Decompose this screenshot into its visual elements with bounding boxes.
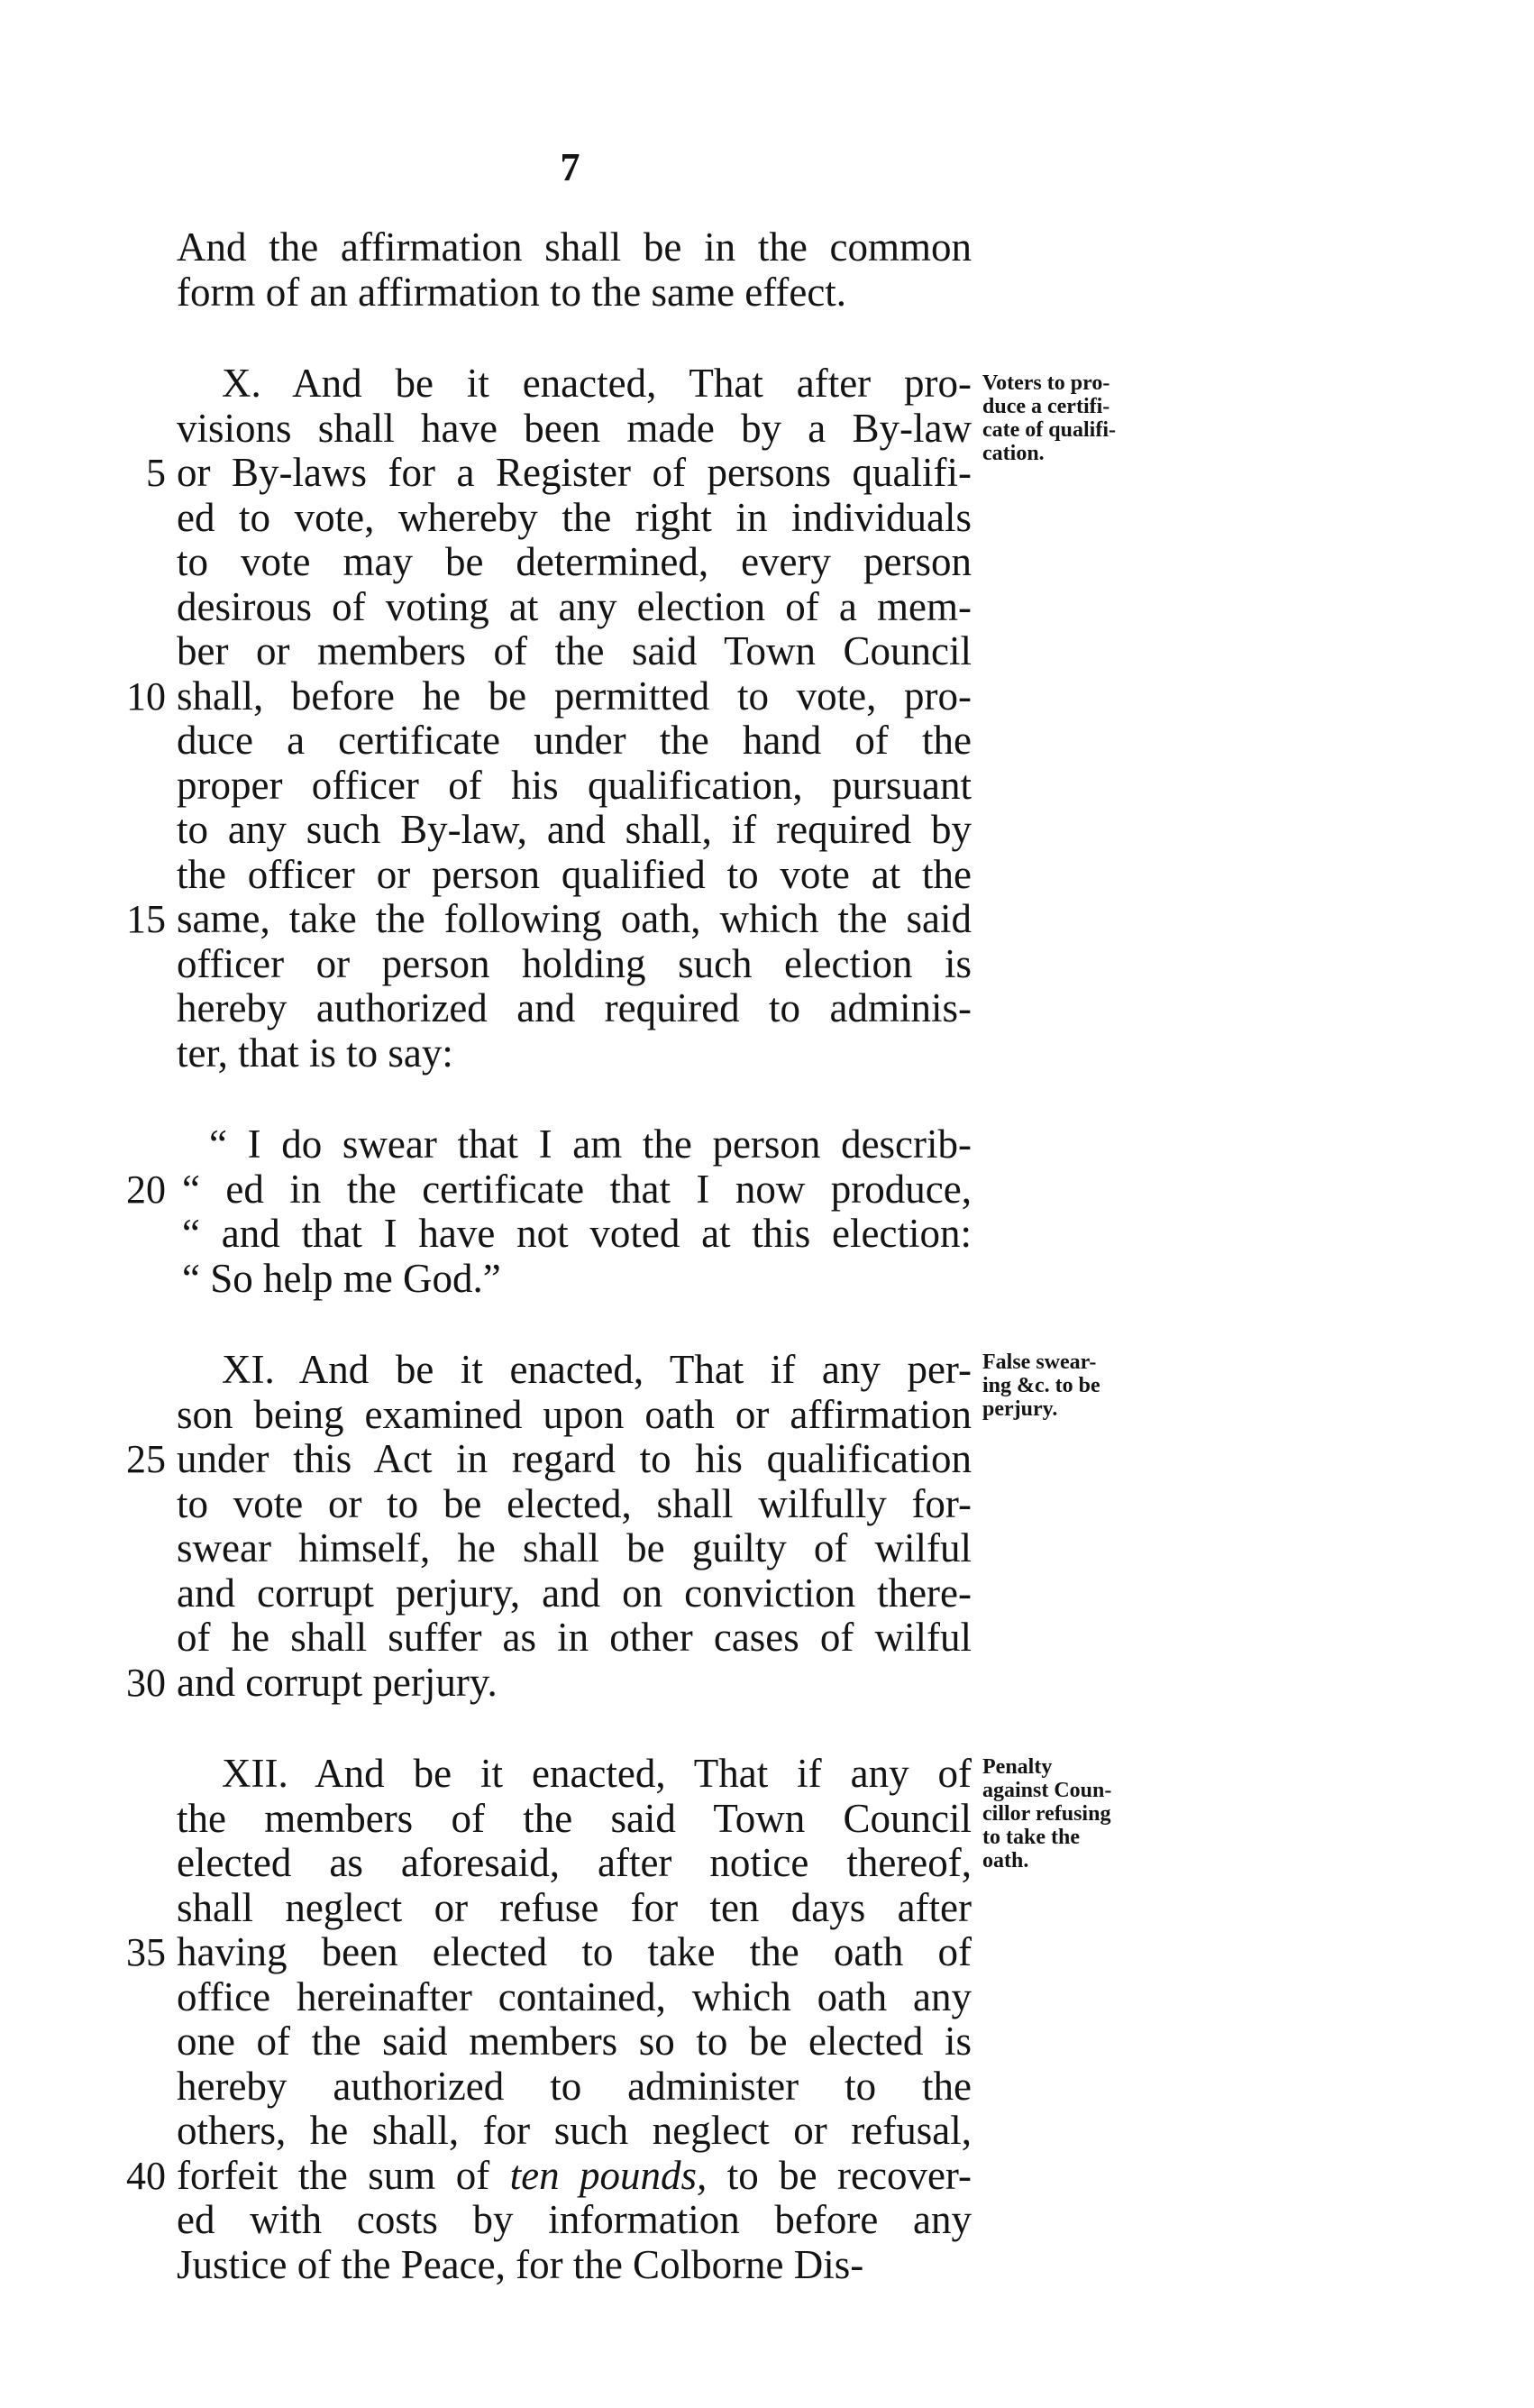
line-40-after: to be recover- — [707, 2152, 972, 2198]
text-line-content: and corrupt perjury. — [177, 1659, 498, 1705]
text-line: office hereinafter contained, which oath any — [177, 1973, 972, 2019]
margin-note-line: oath. — [982, 1849, 1029, 1872]
margin-note-line: against Coun- — [982, 1779, 1112, 1802]
text-line: hereby authorized to administer to the — [177, 2063, 972, 2109]
text-line: ed to vote, whereby the right in individuals — [177, 494, 972, 540]
text-line-content: shall, before he be permitted to vote, pro- — [177, 673, 972, 719]
text-line: visions shall have been made by a By-law — [177, 405, 972, 451]
margin-note-line: Voters to pro- — [982, 371, 1110, 395]
margin-note-false-swearing — [982, 1350, 1172, 1421]
text-line: ber or members of the said Town Council — [177, 628, 972, 673]
text-line: duce a certificate under the hand of the — [177, 718, 972, 763]
opening-paragraph — [177, 225, 972, 315]
text-line: “ So help me God.” — [182, 1255, 501, 1301]
text-line: son being examined upon oath or affirmation — [177, 1391, 972, 1437]
text-line-content: or By-laws for a Register of persons qualifi- — [177, 450, 972, 495]
text-line — [126, 896, 972, 942]
text-line: of he shall suffer as in other cases of wilful — [177, 1615, 972, 1660]
text-line-content — [177, 2153, 972, 2198]
line-number: 5 — [146, 451, 166, 495]
text-line: hereby authorized and required to adminis- — [177, 985, 972, 1030]
text-line: elected as aforesaid, after notice thereof, — [177, 1840, 972, 1885]
section-x — [126, 361, 972, 1076]
page-number: 7 — [560, 145, 580, 189]
line-number: 40 — [126, 2153, 166, 2198]
margin-note-voters — [982, 371, 1172, 465]
margin-note-line: cillor refusing — [982, 1802, 1111, 1826]
text-line: shall neglect or refuse for ten days after — [177, 1884, 972, 1930]
text-line: the officer or person qualified to vote at the — [177, 851, 972, 897]
text-line: to vote or to be elected, shall wilfully for- — [177, 1480, 972, 1526]
margin-note-line: cate of qualifi- — [982, 418, 1116, 442]
text-line — [126, 1436, 972, 1482]
text-line — [146, 450, 972, 496]
text-line: ter, that is to say: — [177, 1030, 453, 1076]
text-line: And the affirmation shall be in the common — [177, 224, 972, 270]
text-line: to any such By-law, and shall, if required by — [177, 807, 972, 852]
text-line — [126, 673, 972, 719]
text-line: officer or person holding such election is — [177, 940, 972, 986]
text-line: desirous of voting at any election of a mem- — [177, 583, 972, 629]
margin-note-line: to take the — [982, 1826, 1080, 1849]
margin-note-line: ing &c. to be — [982, 1374, 1100, 1397]
text-line: “ I do swear that I am the person describ- — [209, 1122, 972, 1167]
text-line: XI. And be it enacted, That if any per- — [222, 1347, 972, 1392]
margin-note-line: perjury. — [982, 1397, 1058, 1421]
text-line-content: same, take the following oath, which the said — [177, 896, 972, 941]
section-xi — [126, 1347, 972, 1705]
text-line: the members of the said Town Council — [177, 1795, 972, 1841]
text-line: X. And be it enacted, That after pro- — [222, 361, 972, 406]
text-line: proper officer of his qualification, pursuant — [177, 762, 972, 808]
text-line: XII. And be it enacted, That if any of — [222, 1751, 972, 1796]
text-line: others, he shall, for such neglect or refusal, — [177, 2108, 972, 2153]
margin-note-line: duce a certifi- — [982, 395, 1110, 418]
text-line: swear himself, he shall be guilty of wilful — [177, 1525, 972, 1570]
margin-note-penalty — [982, 1755, 1172, 1872]
text-column — [126, 224, 972, 2287]
line-number: 10 — [126, 673, 166, 719]
text-line: to vote may be determined, every person — [177, 539, 972, 584]
margin-note-line: False swear- — [982, 1350, 1097, 1374]
section-xii — [126, 1751, 972, 2287]
line-40-before: forfeit the sum of — [177, 2152, 510, 2198]
line-number: 20 — [126, 1167, 166, 1212]
text-line: ed with costs by information before any — [177, 2197, 972, 2242]
text-line — [126, 1166, 972, 1213]
line-number: 15 — [126, 897, 166, 941]
oath-quotation — [126, 1122, 972, 1301]
text-line — [126, 1659, 972, 1706]
text-line-content: having been elected to take the oath of — [177, 1929, 972, 1974]
line-40-italic-amount: ten pounds, — [509, 2152, 708, 2198]
text-line: and corrupt perjury, and on conviction there- — [177, 1570, 972, 1616]
margin-note-line: cation. — [982, 442, 1045, 465]
text-line — [126, 1929, 972, 1975]
text-line: Justice of the Peace, for the Colborne Dis- — [177, 2241, 864, 2287]
text-line-content: under this Act in regard to his qualification — [177, 1436, 972, 1481]
text-line-content: “ ed in the certificate that I now produce, — [182, 1166, 972, 1212]
text-line: one of the said members so to be elected is — [177, 2019, 972, 2064]
line-number: 25 — [126, 1437, 166, 1481]
line-number: 30 — [126, 1660, 166, 1705]
line-number: 35 — [126, 1930, 166, 1974]
text-line: form of an affirmation to the same effect. — [177, 269, 847, 315]
margin-note-line: Penalty — [982, 1755, 1053, 1779]
text-line: “ and that I have not voted at this election: — [182, 1211, 972, 1256]
text-line — [126, 2152, 972, 2199]
